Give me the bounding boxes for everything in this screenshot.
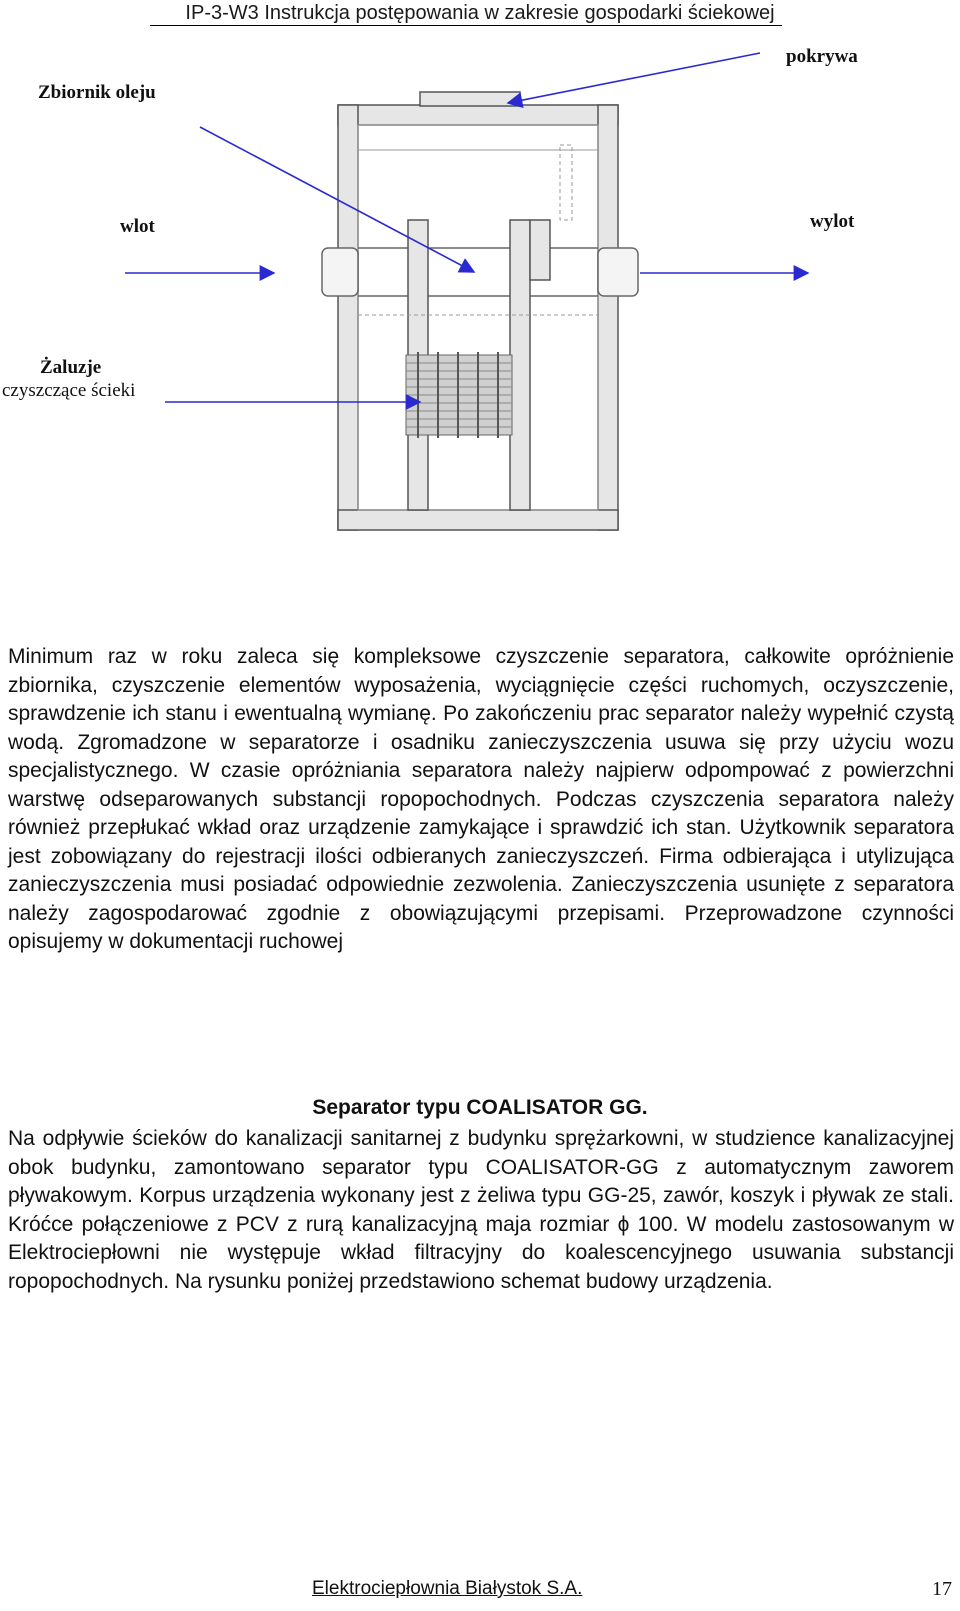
tank-walls (338, 92, 618, 530)
paragraph-coalisator: Na odpływie ścieków do kanalizacji sanitarnej z budynku sprężarkowni, w studzience kanalizacyjnej obok budynku, zamontowano separator typu COALISATOR-GG z automatycznym zaworem pływakowym. Korpus urządzenia wykonany jest z żeliwa typu GG-25, zawór, koszyk i pływak ze stali. Króćce połączeniowe z PCV z rurą kanalizacyjną maja rozmiar ϕ 100. W modelu zastosowanym w Elektrociepłowni nie występuje wkład filtracyjny do koalescencyjnego usuwania substancji ropopochodnych. Na rysunku poniżej przedstawiono schemat budowy urządzenia. (8, 1127, 954, 1293)
section-title: Separator typu COALISATOR GG. (312, 1096, 648, 1119)
page-header (0, 0, 960, 25)
label-louvers-line1: Żaluzje (40, 357, 102, 378)
paragraph-cleaning: Minimum raz w roku zaleca się kompleksowe czyszczenie separatora, całkowite opróżnienie zbiornika, czyszczenie elementów wyposażenia, wyciągnięcie części ruchomych, oczyszczenie, sprawdzenie ich stanu i ewentualną wymianę. Po zakończeniu prac separator należy wypełnić czystą wodą. Zgromadzone w separatorze i osadniku zanieczyszczenia usuwa się przy użyciu wozu specjalistycznego. W czasie opróżniania separatora należy najpierw odpompować z powierzchni warstwę odseparowanych substancji ropopochodnych. Podczas czyszczenia separatora należy również przepłukać wkład oraz urządzenie zamykające i sprawdzić ich stan. Użytkownik separatora jest zobowiązany do rejestracji ilości odbieranych zanieczyszczeń. Firma odbierająca i utylizująca zanieczyszczenia musi posiadać odpowiednie zezwolenia. Zanieczyszczenia usunięte z separatora należy zagospodarować zgodnie z obowiązującymi przepisami. Przeprowadzone czynności opisujemy w dokumentacji ruchowej (8, 645, 954, 953)
footer-page-number: 17 (932, 1578, 952, 1600)
header-title: IP-3-W3 Instrukcja postępowania w zakresie gospodarki ściekowej (185, 2, 775, 24)
separator-diagram (0, 30, 960, 550)
label-oil-tank: Zbiornik oleju (38, 82, 156, 103)
separator-drawing (0, 30, 960, 550)
louver-filter (406, 352, 512, 438)
tank-inner (358, 125, 598, 510)
pipes (322, 248, 638, 296)
header-rule (150, 25, 782, 26)
footer-company: Elektrociepłownia Białystok S.A. (312, 1578, 583, 1599)
label-cover: pokrywa (786, 46, 858, 67)
label-outlet: wylot (810, 211, 855, 232)
label-louvers-line2: czyszczące ścieki (2, 380, 136, 401)
label-inlet: wlot (120, 216, 155, 237)
